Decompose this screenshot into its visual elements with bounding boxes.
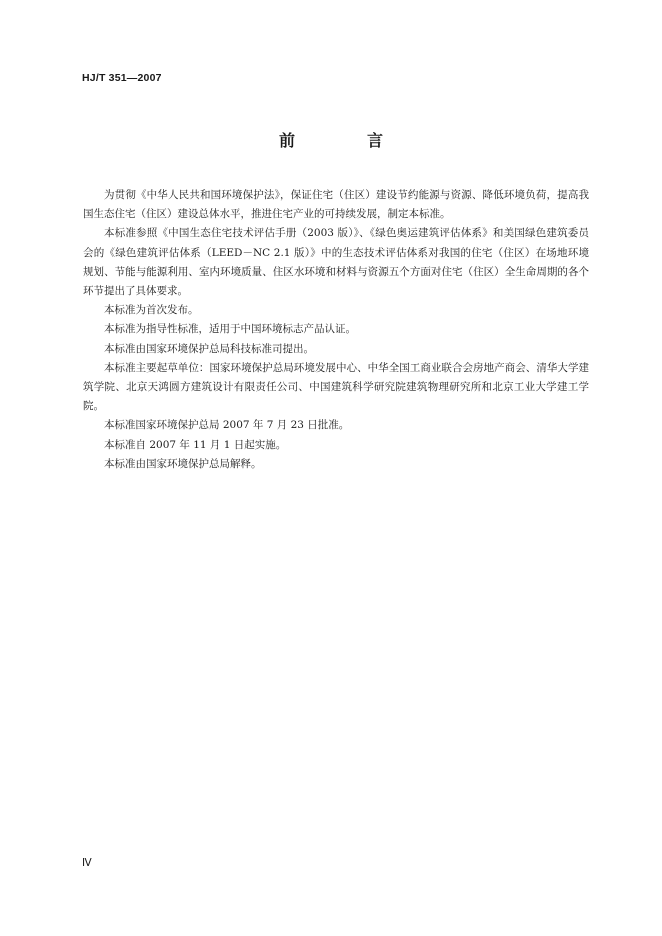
paragraph-proposer: 本标准由国家环境保护总局科技标准司提出。 xyxy=(104,342,314,355)
foreword-body xyxy=(83,186,589,474)
paragraph-purpose: 为贯彻《中华人民共和国环境保护法》，保证住宅（住区）建设节约能源与资源、降低环境负荷，提高我国生态住宅（住区）建设总体水平，推进住宅产业的可持续发展，制定本标准。 xyxy=(83,189,589,221)
standard-code: HJ/T 351—2007 xyxy=(82,72,162,84)
paragraph-applicability: 本标准为指导性标准，适用于中国环境标志产品认证。 xyxy=(104,323,356,336)
paragraph-approval: 本标准国家环境保护总局 2007 年 7 月 23 日批准。 xyxy=(104,419,350,432)
paragraph-references: 本标准参照《中国生态住宅技术评估手册（2003 版）》、《绿色奥运建筑评估体系》和美国绿色建筑委员会的《绿色建筑评估体系（LEED－NC 2.1 版）》中的生态技术评估体系对我国的住宅（住区）在场地环境规划、节能与能源利用、室内环境质量、住区水环境和材料与资源五个方面对住宅（住区）全生命周期的各个环节提出了具体要求。 xyxy=(83,227,589,298)
paragraph-first-release: 本标准为首次发布。 xyxy=(104,304,199,317)
page-title: 前 言 xyxy=(278,131,411,150)
paragraph-interpretation: 本标准由国家环境保护总局解释。 xyxy=(104,457,262,470)
paragraph-drafting-units: 本标准主要起草单位：国家环境保护总局环境发展中心、中华全国工商业联合会房地产商会、清华大学建筑学院、北京天鸿圆方建筑设计有限责任公司、中国建筑科学研究院建筑物理研究所和北京工业大学建工学院。 xyxy=(83,361,589,413)
page-number: Ⅳ xyxy=(82,857,92,869)
paragraph-implementation: 本标准自 2007 年 11 月 1 日起实施。 xyxy=(104,438,287,451)
